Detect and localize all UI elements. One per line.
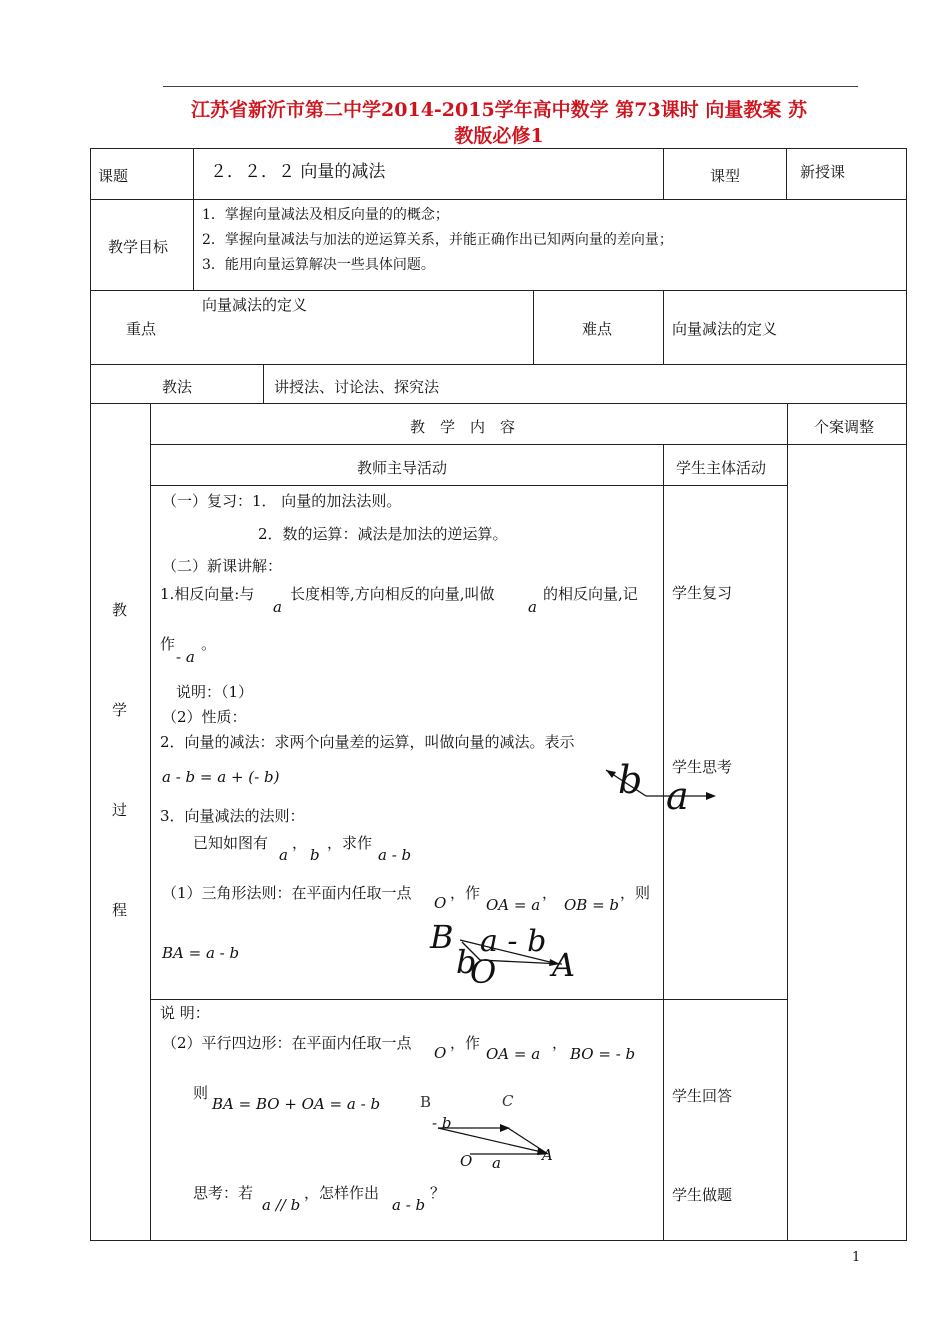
triangle-make: ，作 (450, 884, 481, 902)
lesson-type-value: 新授课 (800, 163, 846, 181)
opposite-vector-a: 1.相反向量:与 (160, 585, 255, 603)
process-label-4: 程 (112, 901, 128, 919)
goals-label: 教学目标 (108, 238, 169, 256)
math-a: a (273, 598, 282, 616)
known-find: ，求作 (327, 834, 373, 852)
opposite-vector-e: 。 (201, 635, 217, 653)
explain-1: 说明：（1） (176, 683, 254, 701)
fig3-O: O (460, 1152, 473, 1170)
method-value: 讲授法、讨论法、探究法 (274, 378, 440, 396)
student-activity-2: 学生思考 (672, 758, 733, 776)
student-activity-4: 学生做题 (672, 1186, 733, 1204)
fig2-O: O (470, 953, 497, 991)
then-label: 则 (193, 1084, 209, 1102)
fig3-C: C (502, 1092, 514, 1110)
fig2-b: b (456, 943, 477, 981)
known-text: 已知如图有 (193, 834, 269, 852)
think-2: ，怎样作出 (304, 1184, 380, 1202)
think-3: ？ (430, 1184, 446, 1202)
fig2-B: B (430, 918, 454, 956)
math-a-2: a (528, 598, 537, 616)
content-header: 教 学 内 容 (410, 418, 516, 436)
math-OA-eq-a: OA = a (486, 896, 541, 914)
math-O-2: O (434, 1044, 447, 1062)
key-point-value: 向量减法的定义 (202, 296, 308, 314)
key-point-label: 重点 (126, 320, 157, 338)
math-BA-eq: BA = a - b (162, 944, 240, 962)
parallelogram-make: ，作 (450, 1034, 481, 1052)
fig3-A: A (542, 1146, 553, 1164)
triangle-rule: （1）三角形法则：在平面内任取一点 (162, 884, 412, 902)
parallelogram-comma: ， (552, 1034, 568, 1052)
topic-value: ２．２．２ 向量的减法 (210, 162, 386, 182)
fig3-neg-b: - b (432, 1114, 452, 1132)
review-2: 2．数的运算：减法是加法的逆运算。 (258, 525, 508, 543)
subtraction-def: 2．向量的减法：求两个向量差的运算，叫做向量的减法。表示 (160, 733, 575, 751)
math-O: O (434, 894, 447, 912)
math-neg-a: - a (176, 648, 195, 666)
fig1-a: a (666, 774, 689, 818)
explain-2: 说 明： (160, 1004, 210, 1022)
topic-label: 课题 (98, 167, 129, 185)
fig1-b: b (618, 758, 643, 802)
triangle-then: ，则 (620, 884, 651, 902)
goal-1: 1．掌握向量减法及相反向量的的概念； (202, 207, 449, 223)
fig3-a: a (492, 1154, 501, 1172)
method-label: 教法 (162, 378, 193, 396)
fig2-A: A (552, 946, 576, 984)
formula-1: a - b = a + (- b) (162, 768, 280, 786)
student-header: 学生主体活动 (676, 459, 767, 477)
opposite-vector-b: 长度相等,方向相反的向量,叫做 (290, 585, 495, 603)
adjust-header: 个案调整 (814, 418, 875, 436)
math-a-minus-b: a - b (378, 846, 412, 864)
process-label-1: 教 (112, 601, 128, 619)
difficulty-value: 向量减法的定义 (672, 320, 778, 338)
math-BO-eq: BO = - b (570, 1045, 636, 1063)
opposite-vector-d: 作 (160, 635, 176, 653)
goal-3: 3．能用向量运算解决一些具体问题。 (202, 257, 435, 273)
header-rule (163, 86, 858, 87)
math-OB-eq-b: OB = b (564, 896, 620, 914)
rule-heading: 3．向量减法的法则： (160, 807, 305, 825)
parallelogram-rule: （2）平行四边形：在平面内任取一点 (162, 1034, 412, 1052)
new-lesson: （二）新课讲解： (162, 557, 283, 575)
property: （2）性质： (162, 708, 247, 726)
known-comma: ， (292, 834, 308, 852)
student-activity-1: 学生复习 (672, 584, 733, 602)
document-title-line2: 教版必修1 (454, 125, 544, 147)
math-a-3: a (279, 846, 288, 864)
student-activity-3: 学生回答 (672, 1087, 733, 1105)
process-label-3: 过 (112, 801, 128, 819)
lesson-type-label: 课型 (710, 167, 741, 185)
page-number: 1 (852, 1250, 861, 1265)
math-a-par-b: a // b (262, 1196, 301, 1214)
math-BA-eq-2: BA = BO + OA = a - b (212, 1095, 381, 1113)
process-label-2: 学 (112, 701, 128, 719)
difficulty-label: 难点 (582, 320, 613, 338)
fig3-B: B (420, 1093, 432, 1111)
think-1: 思考：若 (193, 1184, 254, 1202)
math-a-minus-b-2: a - b (392, 1196, 426, 1214)
opposite-vector-c: 的相反向量,记 (543, 585, 638, 603)
goal-2: 2．掌握向量减法与加法的逆运算关系，并能正确作出已知两向量的差向量； (202, 232, 673, 248)
triangle-comma: ， (542, 884, 558, 902)
document-title-line1: 江苏省新沂市第二中学2014-2015学年高中数学 第73课时 向量教案 苏 (191, 99, 807, 121)
teacher-header: 教师主导活动 (357, 459, 448, 477)
review-1: （一）复习：1． 向量的加法法则。 (162, 492, 402, 510)
math-OA-eq-a-2: OA = a (486, 1045, 541, 1063)
math-b: b (310, 846, 320, 864)
fig2-a-minus-b: a - b (480, 924, 547, 959)
